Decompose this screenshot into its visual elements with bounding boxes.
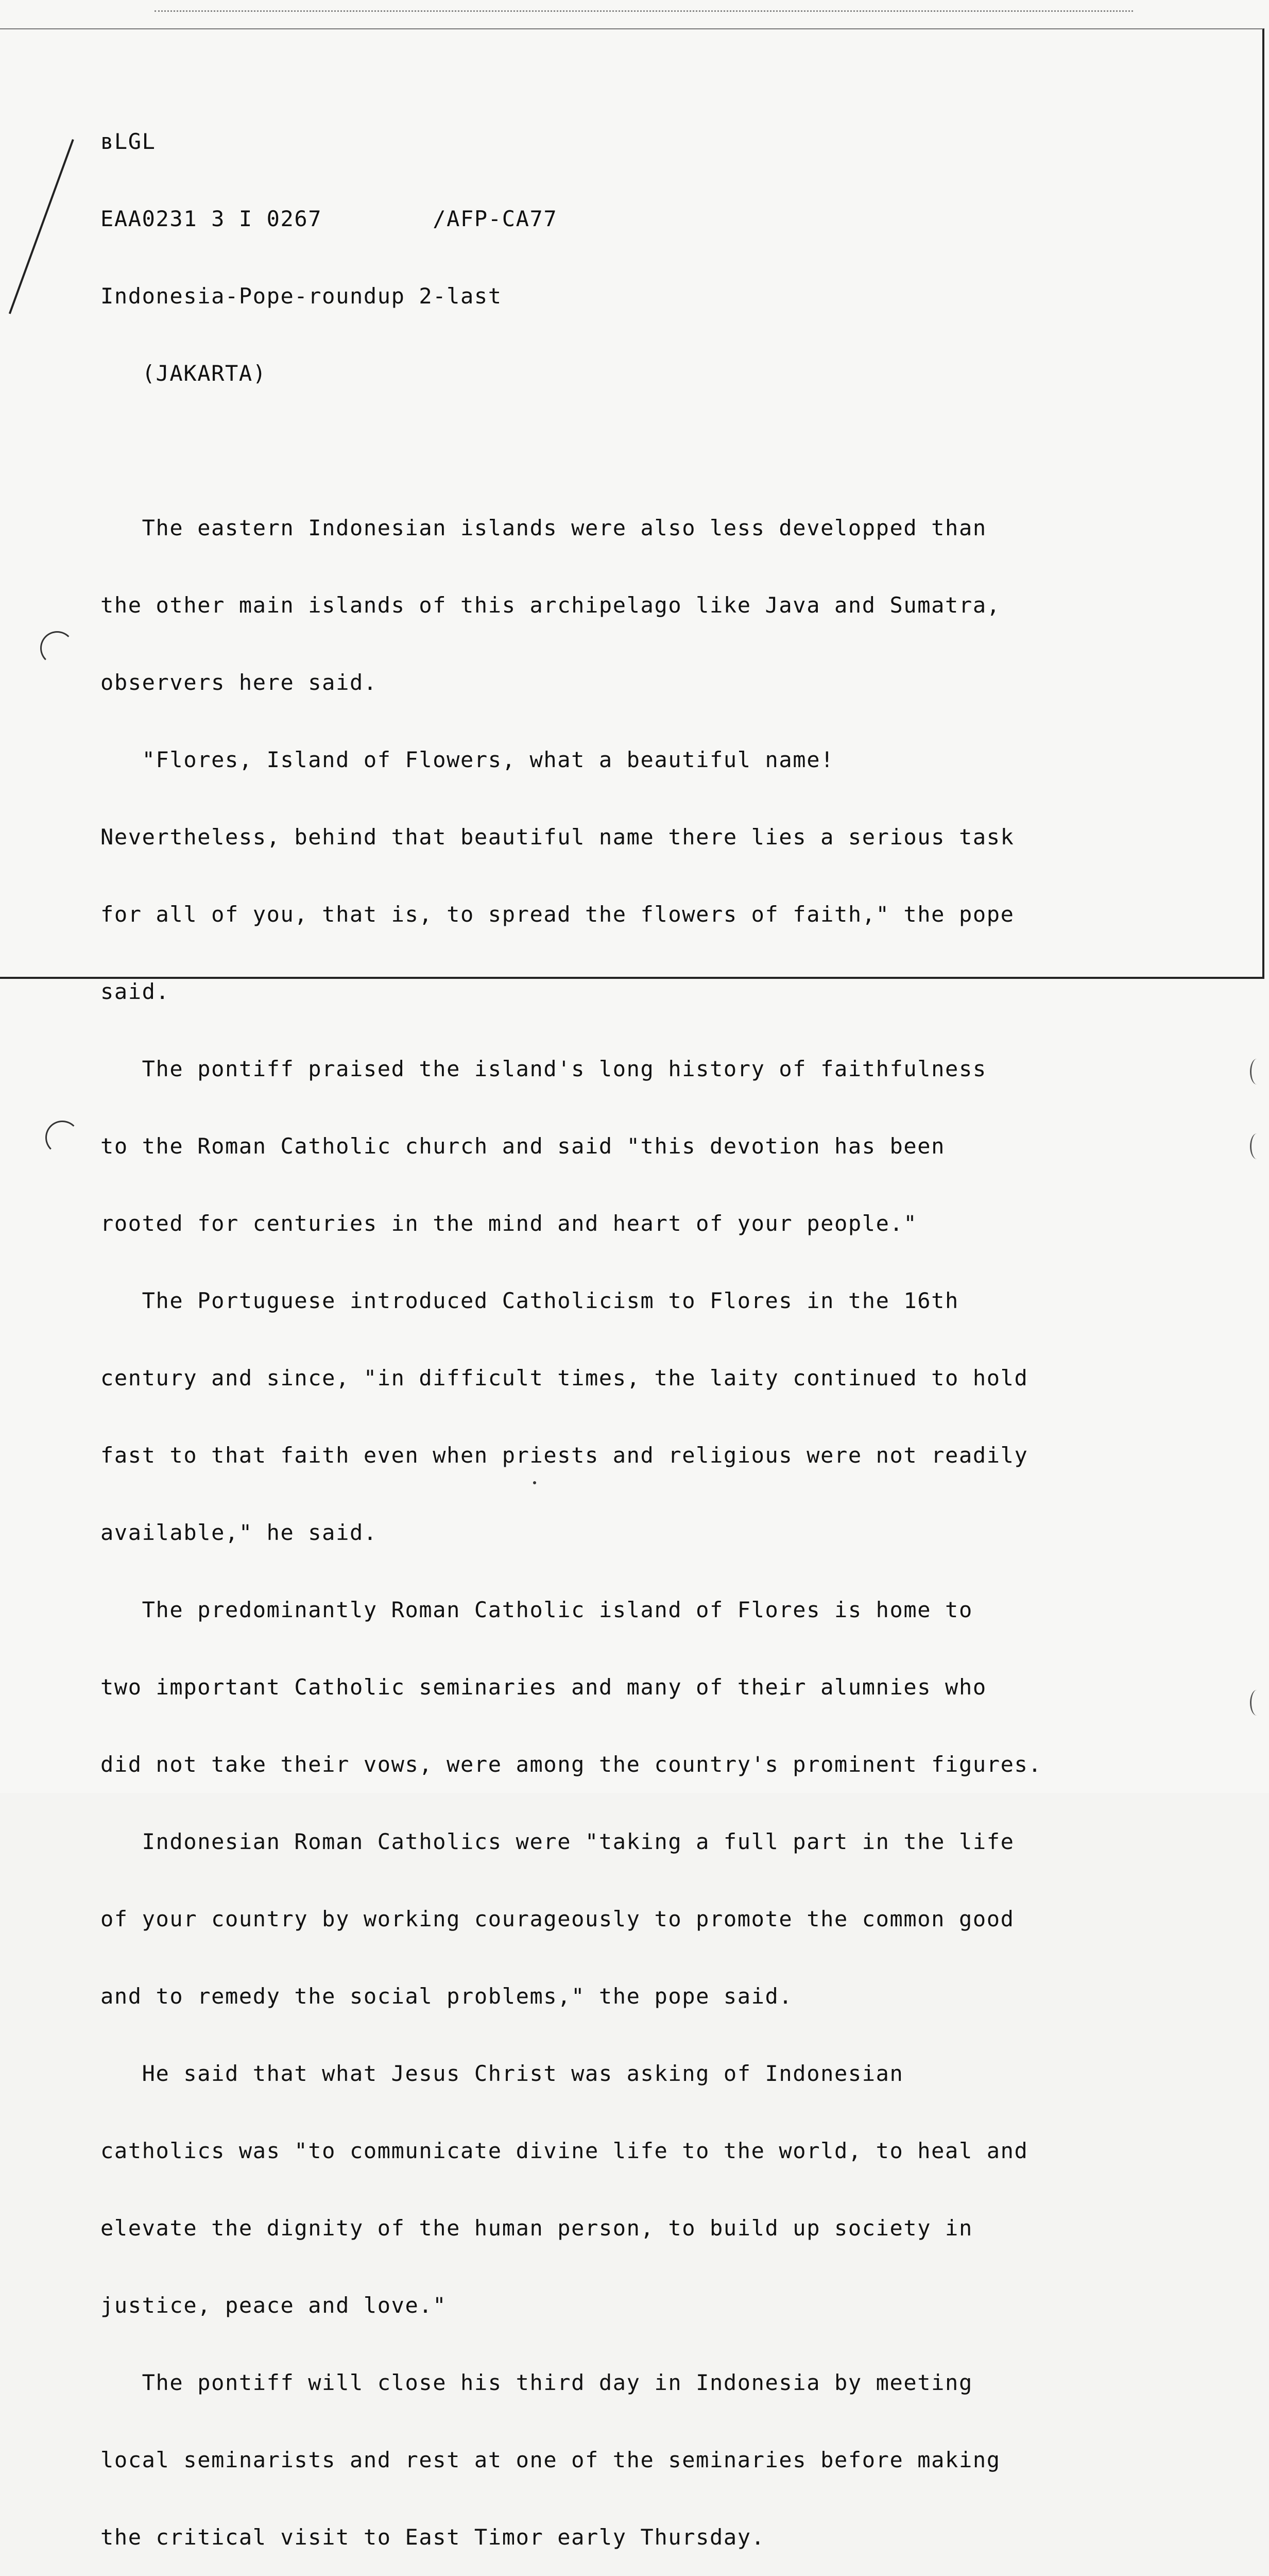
dateline: (JAKARTA)	[100, 361, 267, 386]
body-line: century and since, "in difficult times, the laity continued to hold	[100, 1365, 1028, 1391]
routing-code: вLGL	[100, 129, 156, 154]
telex-message	[100, 77, 1192, 2576]
body-line: justice, peace and love."	[100, 2293, 447, 2318]
body-line: The eastern Indonesian islands were also less developped than	[100, 515, 987, 540]
body-line: fast to that faith even when priests and religious were not readily	[100, 1443, 1028, 1468]
body-line: The pontiff praised the island's long history of faithfulness	[100, 1056, 987, 1081]
body-line: and to remedy the social problems," the pope said.	[100, 1984, 793, 2009]
perforation-strip	[155, 0, 1133, 12]
body-line: did not take their vows, were among the country's prominent figures.	[100, 1752, 1042, 1777]
body-line: said.	[100, 979, 170, 1004]
body-line: The predominantly Roman Catholic island of Flores is home to	[100, 1597, 973, 1622]
body-line: to the Roman Catholic church and said "this devotion has been	[100, 1133, 946, 1159]
body-line	[100, 438, 1192, 464]
edge-mark	[1250, 1059, 1264, 1084]
body-line: local seminarists and rest at one of the seminaries before making	[100, 2447, 1001, 2472]
body-line: for all of you, that is, to spread the flowers of faith," the pope	[100, 902, 1015, 927]
binder-hole-top	[40, 631, 74, 665]
body-line: available," he said.	[100, 1520, 378, 1545]
body-line: He said that what Jesus Christ was asking of Indonesian	[100, 2061, 904, 2086]
body-line: elevate the dignity of the human person, to build up society in	[100, 2215, 973, 2241]
body-line: The Portuguese introduced Catholicism to Flores in the 16th	[100, 1288, 959, 1313]
body-line: The pontiff will close his third day in Indonesia by meeting	[100, 2370, 973, 2395]
binder-hole-bottom	[45, 1121, 79, 1155]
body-line: "Flores, Island of Flowers, what a beautiful name!	[100, 747, 834, 772]
story-slug: Indonesia-Pope-roundup 2-last	[100, 283, 502, 309]
body-line: of your country by working courageously to promote the common good	[100, 1906, 1015, 1931]
body-line: two important Catholic seminaries and many of their alumnies who	[100, 1674, 987, 1700]
edge-mark	[1250, 1133, 1264, 1159]
edge-mark	[1250, 1690, 1264, 1716]
body-line: the critical visit to East Timor early Thursday.	[100, 2524, 765, 2550]
body-line: Nevertheless, behind that beautiful name there lies a serious task	[100, 824, 1015, 850]
body-line: Indonesian Roman Catholics were "taking a full part in the life	[100, 1829, 1015, 1854]
body-line: rooted for centuries in the mind and heart of your people."	[100, 1211, 918, 1236]
body-line: observers here said.	[100, 670, 378, 695]
body-line: catholics was "to communicate divine life to the world, to heal and	[100, 2138, 1028, 2163]
message-id: EAA0231 3 I 0267 /AFP-CA77	[100, 206, 558, 231]
body-line: the other main islands of this archipelago like Java and Sumatra,	[100, 592, 1001, 618]
